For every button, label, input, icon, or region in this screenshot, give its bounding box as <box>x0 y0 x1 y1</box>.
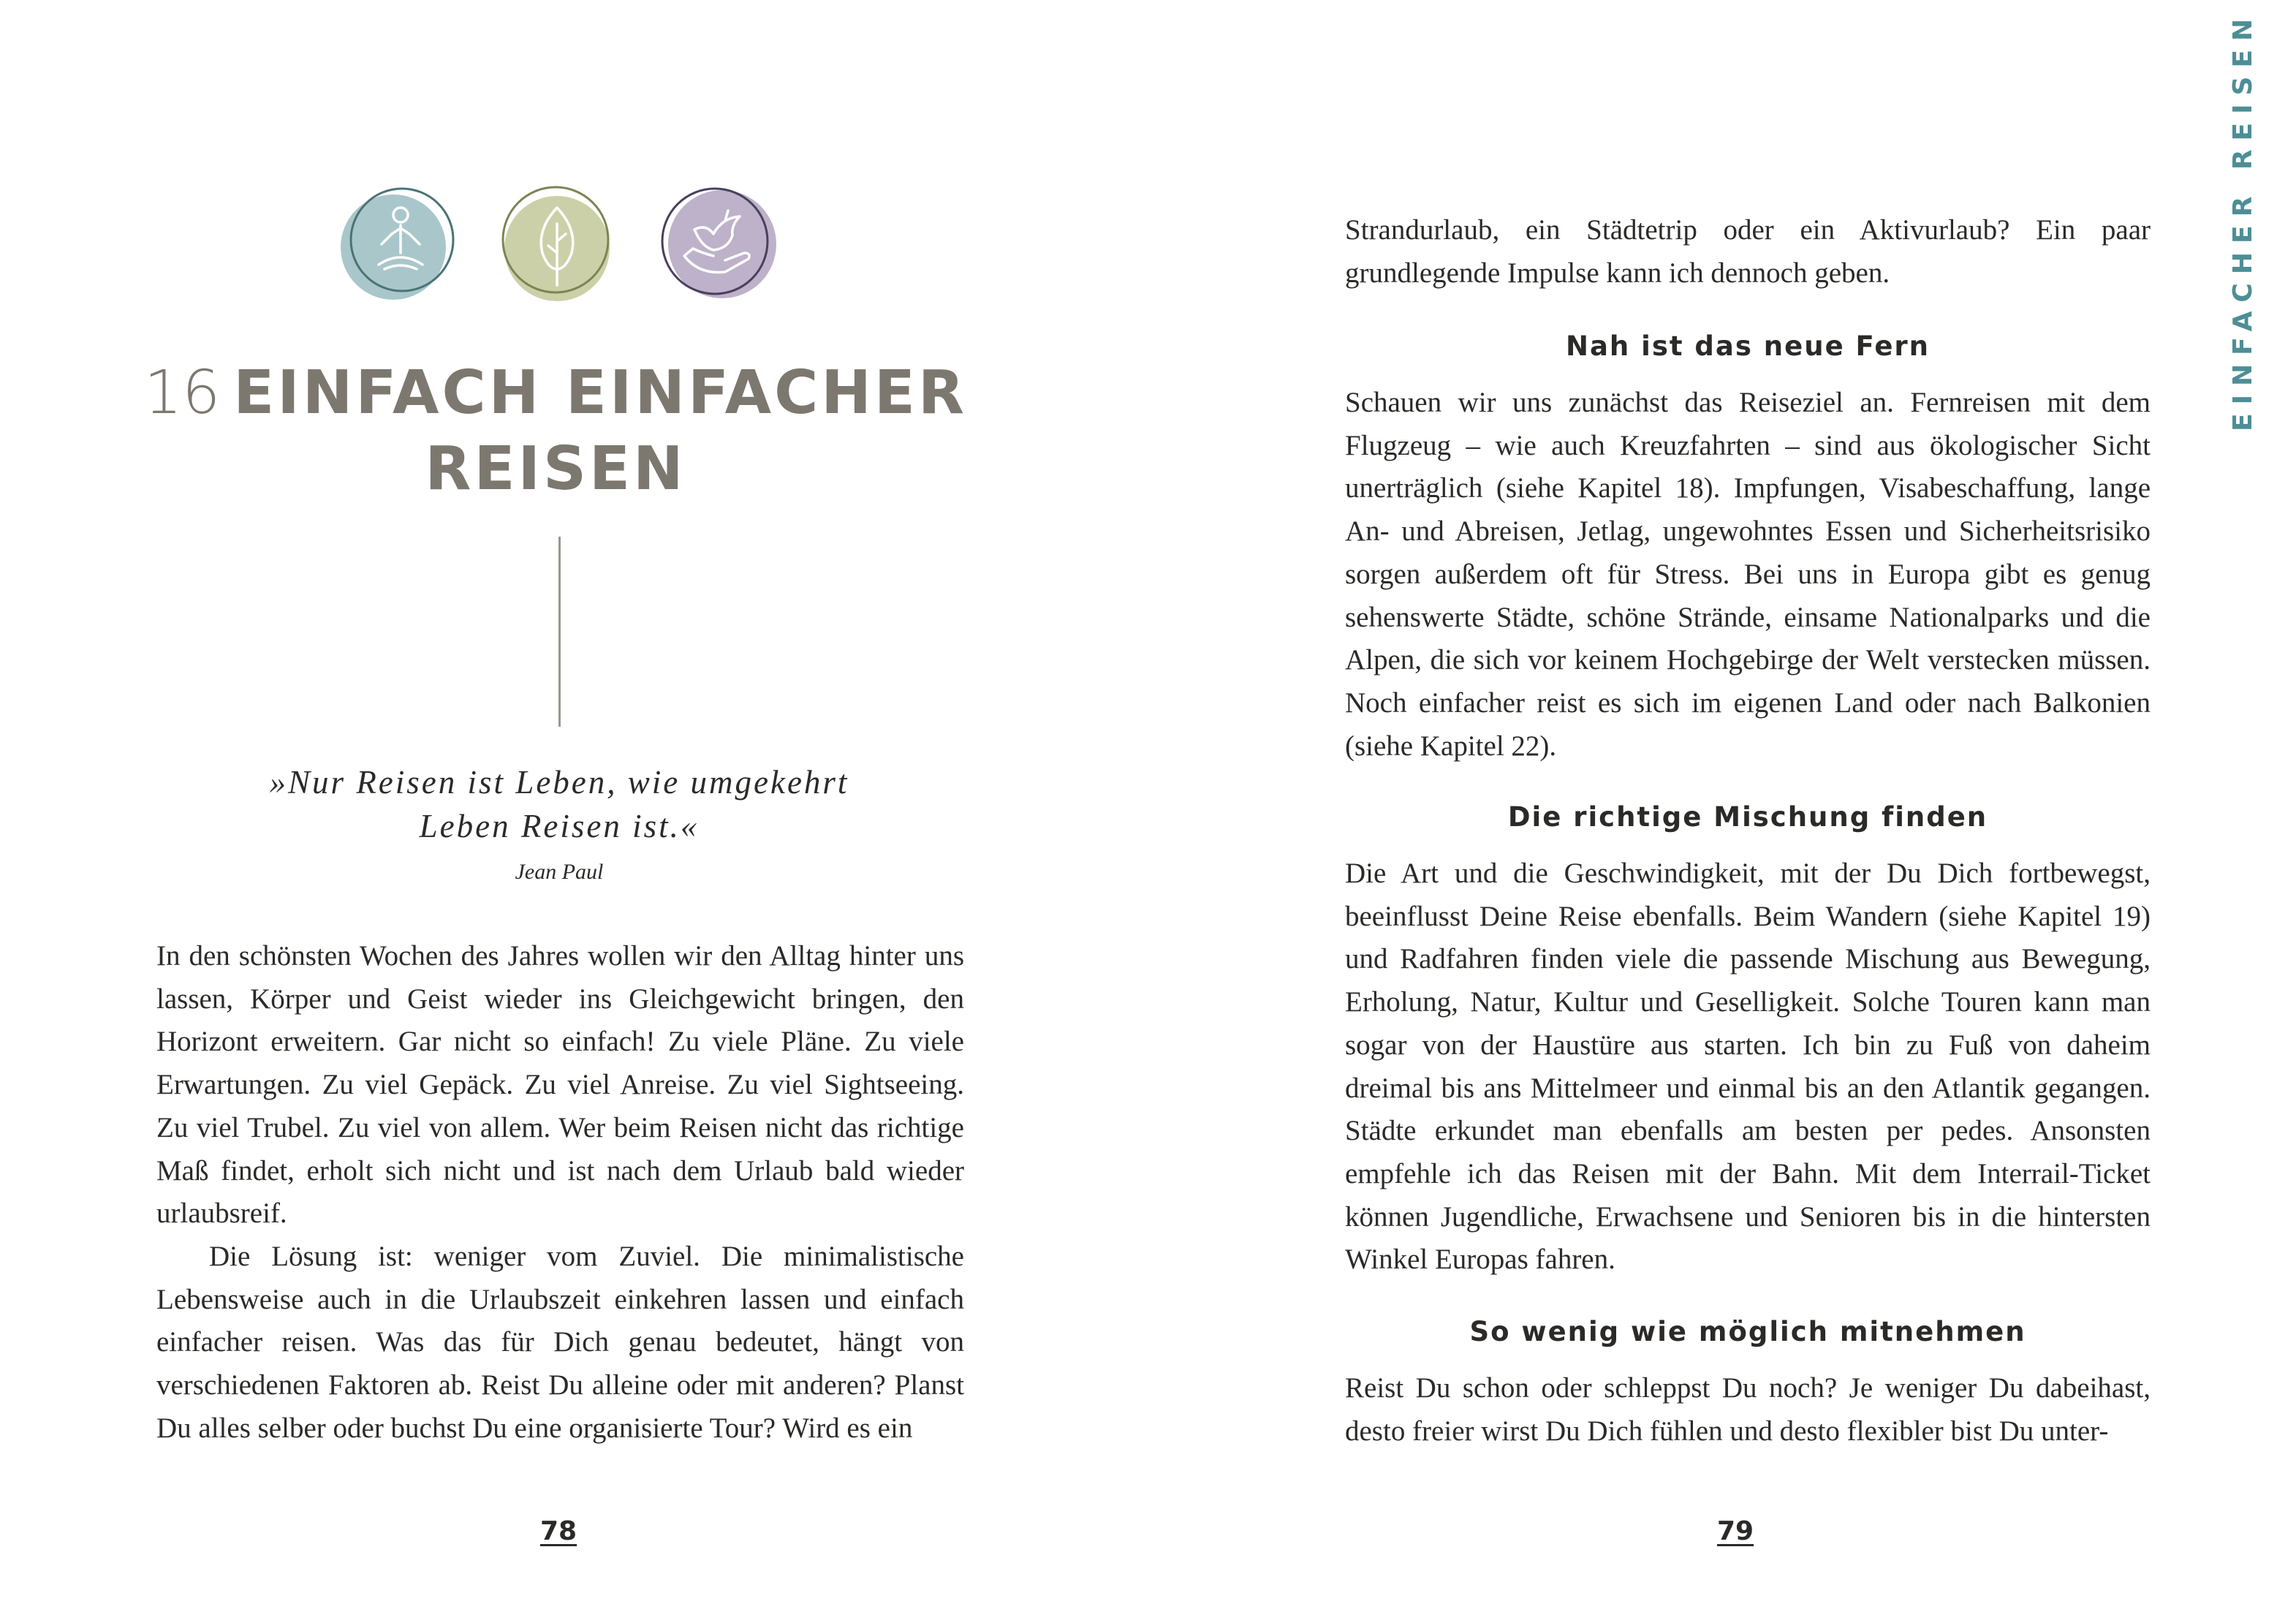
paragraph: Schauen wir uns zunächst das Reiseziel an. Fernreisen mit dem Flugzeug – wie auch Kreuzfahrten – sind aus ökologischer Sicht unerträglich (siehe Kapitel 18). Impfungen, Visabeschaffung, lange An- und Abreisen, Jetlag, ungewohntes Essen und Sicherheitsrisiko sorgen außerdem oft für Stress. Bei uns in Europa gibt es genug sehenswerte Städte, schöne Strände, einsame Nationalparks und die Alpen, die sich vor keinem Hochgebirge der Welt verstecken müssen. Noch einfacher reist es sich im eigenen Land oder nach Balkonien (siehe Kapitel 22). <box>1345 387 2151 762</box>
quote-line-1: »Nur Reisen ist Leben, wie umgekehrt <box>269 764 849 801</box>
right-page <box>1148 0 2296 1623</box>
chapter-number: 16 <box>143 358 221 428</box>
title-line-2: REISEN <box>425 434 686 504</box>
section-text-3 <box>1345 1367 2151 1453</box>
page-number-right: 79 <box>1716 1516 1754 1546</box>
paragraph: Die Art und die Geschwindigkeit, mit der Du Dich fortbewegst, beeinflusst Deine Reise ebenfalls. Beim Wandern (siehe Kapitel 19) und Radfahren finden viele die passende Mischung aus Bewegung, Erholung, Natur, Kultur und Geselligkeit. Solche Touren kann man sogar von der Haustüre aus starten. Ich bin zu Fuß von daheim dreimal bis ans Mittelmeer und einmal bis an den Atlantik gegangen. Städte erkundet man ebenfalls am besten per pedes. Ansonsten empfehle ich das Reisen mit der Bahn. Mit dem Interrail-Ticket können Jugendliche, Erwachsene und Senioren bis in die hintersten Winkel Europas fahren. <box>1345 858 2151 1276</box>
paragraph: Strandurlaub, ein Städtetrip oder ein Aktivurlaub? Ein paar grundlegende Impulse kann ich dennoch geben. <box>1345 214 2151 289</box>
paragraph: In den schönsten Wochen des Jahres wollen wir den Alltag hinter uns lassen, Körper und Geist wieder ins Gleichgewicht bringen, den Horizont erweitern. Gar nicht so einfach! Zu viele Pläne. Zu viele Erwartungen. Zu viel Gepäck. Zu viel Anreise. Zu viel Sightseeing. Zu viel Trubel. Zu viel von allem. Wer beim Reisen nicht das richtige Maß findet, erholt sich nicht und ist nach dem Urlaub bald wieder urlaubsreif. <box>156 940 964 1230</box>
icon-row <box>336 183 804 307</box>
page-number-left: 78 <box>539 1516 577 1546</box>
quote-line-2: Leben Reisen ist.« <box>419 808 700 844</box>
running-head <box>2215 10 2273 446</box>
paragraph: Die Lösung ist: weniger vom Zuviel. Die minimalistische Lebensweise auch in die Urlaubszeit einkehren lassen und einfach einfacher reisen. Was das für Dich genau bedeutet, hängt von verschiedenen Faktoren ab. Reist Du alleine oder mit anderen? Planst Du alles selber oder buchst Du eine organisierte Tour? Wird es ein <box>156 1240 964 1444</box>
chapter-title <box>117 355 994 507</box>
left-body-text <box>156 935 964 1450</box>
side-label-text: EINFACHER REISEN <box>2228 10 2258 431</box>
title-line-1: EINFACH EINFACHER <box>233 358 968 428</box>
section-text-2 <box>1345 852 2151 1282</box>
section-heading-2: Die richtige Mischung finden <box>1507 801 1988 833</box>
paragraph: Reist Du schon oder schleppst Du noch? Je weniger Du dabeihast, desto freier wirst Du Dich fühlen und desto flexibler bist Du unter- <box>1345 1372 2151 1447</box>
intro-text <box>1345 209 2151 295</box>
divider-line <box>558 537 561 727</box>
quote-author: Jean Paul <box>515 860 604 884</box>
meditation-icon <box>336 183 461 307</box>
section-heading-3: So wenig wie möglich mitnehmen <box>1469 1316 2026 1347</box>
section-text-1 <box>1345 382 2151 768</box>
section-heading-1: Nah ist das neue Fern <box>1566 330 1930 362</box>
epigraph-quote <box>117 760 1001 848</box>
dove-hand-icon <box>655 183 779 307</box>
leaf-icon <box>496 183 620 307</box>
